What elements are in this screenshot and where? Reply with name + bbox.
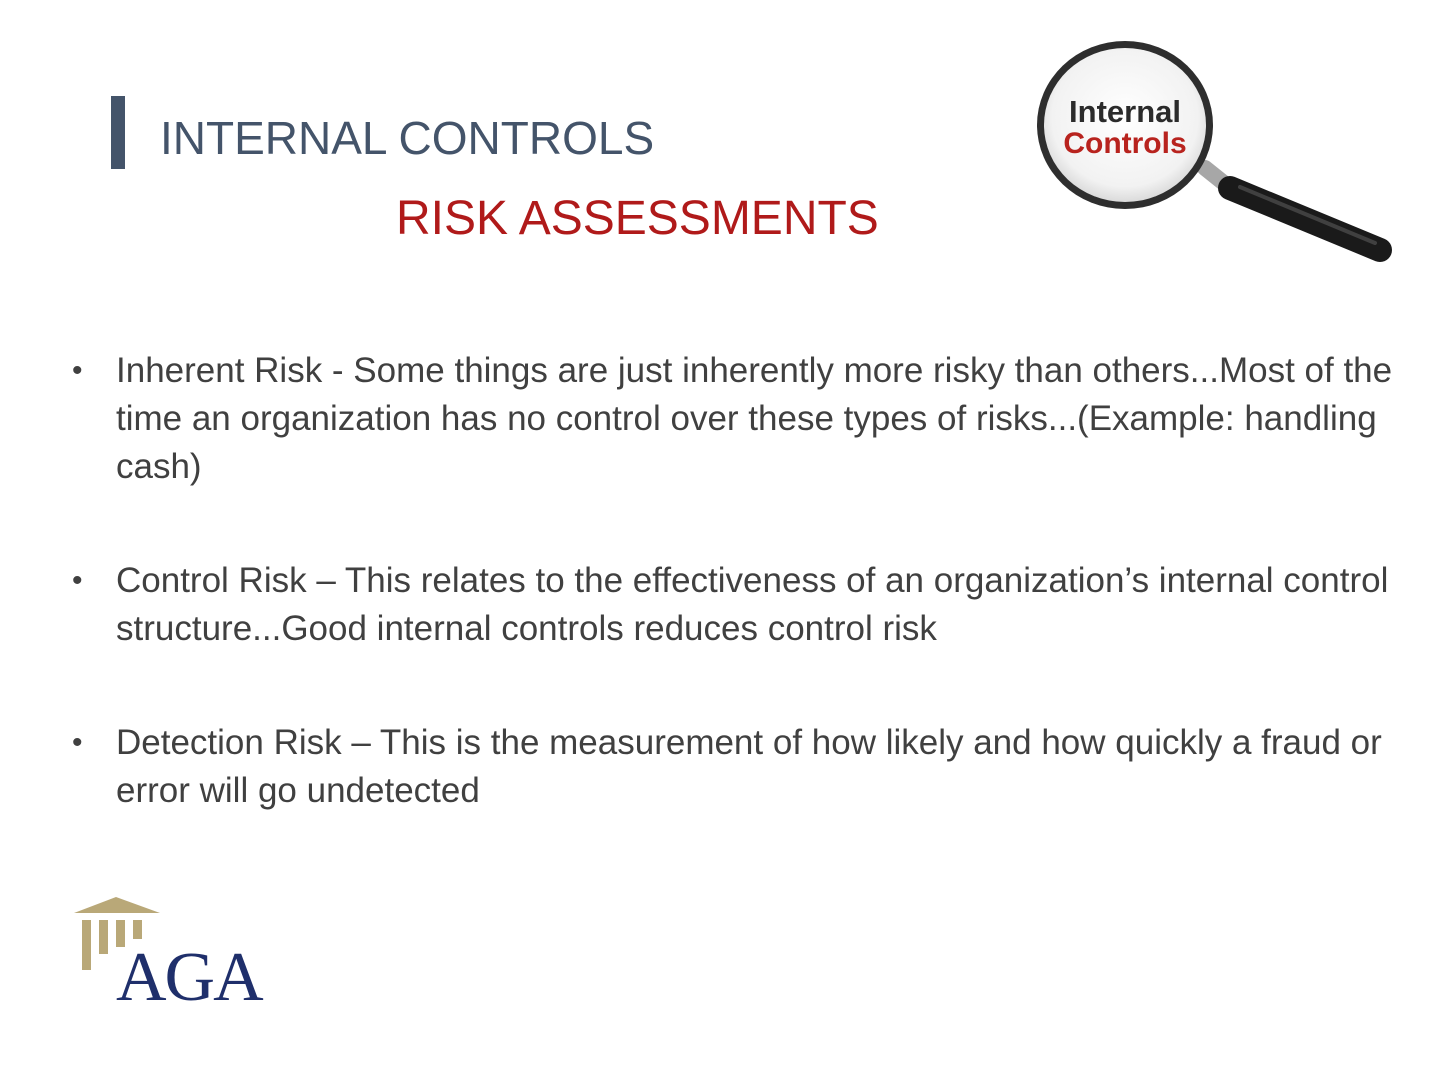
logo-column [133, 920, 142, 939]
bullet-item-control-risk [70, 557, 1410, 653]
logo-column [82, 920, 91, 970]
magnifying-glass-image [1030, 40, 1400, 272]
magnifier-text-line1: Internal [1069, 94, 1181, 129]
bullet-text: Detection Risk – This is the measurement of how likely and how quickly a fraud or error will go undetected [116, 723, 1382, 810]
slide-title: INTERNAL CONTROLS [160, 112, 655, 164]
aga-logo [70, 893, 300, 1008]
bullet-dot: • [72, 354, 83, 387]
logo-text: AGA [116, 939, 262, 1008]
logo-column [99, 920, 108, 954]
bullet-item-inherent-risk [70, 347, 1410, 491]
title-accent-bar [111, 96, 125, 169]
bullet-text: Control Risk – This relates to the effectiveness of an organization’s internal control structure...Good internal controls reduces control risk [116, 561, 1389, 648]
bullet-list [70, 347, 1410, 815]
bullet-dot: • [72, 564, 83, 597]
logo-pediment [74, 897, 160, 913]
magnifier-handle [1205, 168, 1380, 250]
bullet-dot: • [72, 726, 83, 759]
magnifier-text-line2: Controls [1063, 127, 1187, 160]
bullet-text: Inherent Risk - Some things are just inherently more risky than others...Most of the time an organization has no control over these types of risks...(Example: handling cash) [116, 351, 1393, 486]
bullet-item-detection-risk [70, 719, 1410, 815]
slide-subtitle: RISK ASSESSMENTS [396, 192, 879, 245]
